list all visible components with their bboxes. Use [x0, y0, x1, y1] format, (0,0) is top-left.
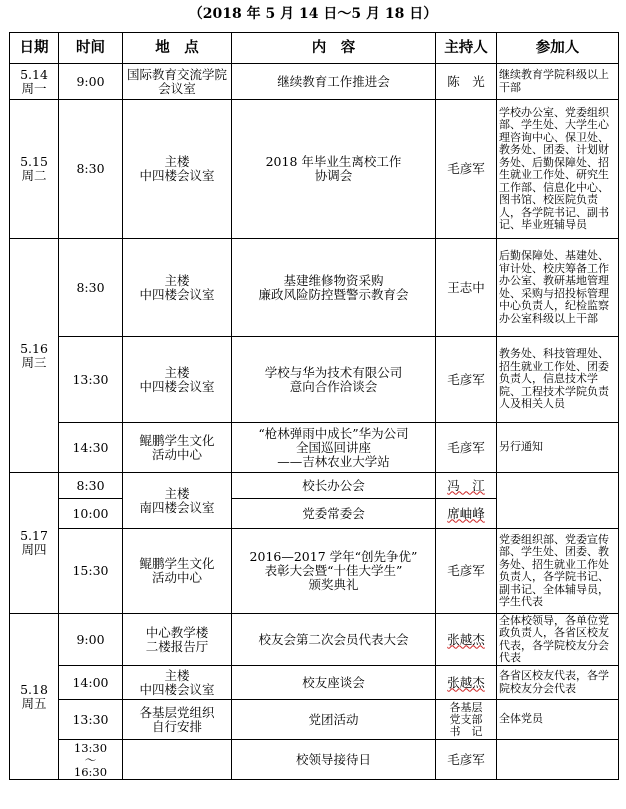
- place-cell: 国际教育交流学院 会议室: [123, 64, 232, 100]
- content-cell: 2016—2017 学年“创先争优” 表彰大会暨“十佳大学生” 颁奖典礼: [232, 529, 436, 614]
- attendees-cell: 全体党员: [497, 700, 619, 740]
- table-row: [10, 423, 619, 473]
- table-row: [10, 700, 619, 740]
- host-cell: 席岫峰: [436, 499, 497, 529]
- place-cell: 主楼 中四楼会议室: [123, 337, 232, 423]
- place-cell: 主楼 中四楼会议室: [123, 239, 232, 337]
- content-cell: 学校与华为技术有限公司 意向合作洽谈会: [232, 337, 436, 423]
- attendees-cell: 继续教育学院科级以上干部: [497, 64, 619, 100]
- attendees-cell: 全体校领导，各单位党政负责人，各省区校友代表，各学院校友分会代表: [497, 614, 619, 666]
- table-row: [10, 473, 619, 499]
- header-date: 日期: [10, 33, 59, 64]
- weekday-value: 周一: [21, 80, 47, 96]
- header-host: 主持人: [436, 33, 497, 64]
- content-cell: 继续教育工作推进会: [232, 64, 436, 100]
- attendees-cell: 党委组织部、党委宣传部、学生处、团委、教务处、招生就业工作处负责人，各学院书记、副书记、全体辅导员，学生代表: [497, 529, 619, 614]
- time-cell: 13:30: [59, 337, 123, 423]
- content-cell: 校友座谈会: [232, 666, 436, 700]
- date-value: 5.14: [20, 66, 48, 82]
- place-cell: [123, 740, 232, 780]
- time-cell: 15:30: [59, 529, 123, 614]
- host-cell: 陈 光: [436, 64, 497, 100]
- time-cell: 10:00: [59, 499, 123, 529]
- place-cell: 主楼 中四楼会议室: [123, 666, 232, 700]
- host-cell: 毛彦军: [436, 100, 497, 239]
- date-cell: [10, 64, 59, 100]
- host-cell: 张越杰: [436, 614, 497, 666]
- attendees-cell: 后勤保障处、基建处、审计处、校庆筹备工作办公室、教研基地管理处、采购与招投标管理中心负责人，纪检监察办公室科级以上干部: [497, 239, 619, 337]
- table-row: [10, 64, 619, 100]
- table-row: [10, 239, 619, 337]
- host-cell: 毛彦军: [436, 740, 497, 780]
- table-row: [10, 614, 619, 666]
- header-content: 内 容: [232, 33, 436, 64]
- content-cell: 2018 年毕业生离校工作 协调会: [232, 100, 436, 239]
- place-cell: 主楼 中四楼会议室: [123, 100, 232, 239]
- header-time: 时间: [59, 33, 123, 64]
- attendees-cell: 教务处、科技管理处、招生就业工作处、团委负责人，信息技术学院、工程技术学院负责人及相关人员: [497, 337, 619, 423]
- attendees-cell: 另行通知: [497, 423, 619, 473]
- place-cell: 主楼 南四楼会议室: [123, 473, 232, 529]
- attendees-cell: 各省区校友代表，各学院校友分会代表: [497, 666, 619, 700]
- time-cell: 8:30: [59, 100, 123, 239]
- weekly-schedule-table: [9, 32, 619, 780]
- date-cell: 5.18 周五: [10, 614, 59, 780]
- table-row: [10, 100, 619, 239]
- content-cell: 校友会第二次会员代表大会: [232, 614, 436, 666]
- schedule-title: （2018 年 5 月 14 日～5 月 18 日）: [188, 6, 438, 22]
- table-row: [10, 740, 619, 780]
- time-cell: 8:30: [59, 473, 123, 499]
- table-row: [10, 666, 619, 700]
- attendees-cell: [497, 473, 619, 529]
- content-cell: 党委常委会: [232, 499, 436, 529]
- header-place: 地 点: [123, 33, 232, 64]
- time-cell: 9:00: [59, 614, 123, 666]
- host-cell: 毛彦军: [436, 337, 497, 423]
- host-cell: 毛彦军: [436, 529, 497, 614]
- host-cell: 张越杰: [436, 666, 497, 700]
- date-cell: 5.15 周二: [10, 100, 59, 239]
- time-cell: 9:00: [59, 64, 123, 100]
- table-header-row: [10, 33, 619, 64]
- attendees-cell: [497, 740, 619, 780]
- time-cell: 8:30: [59, 239, 123, 337]
- table-row: [10, 529, 619, 614]
- host-cell: 各基层 党支部 书 记: [436, 700, 497, 740]
- content-cell: 校长办公会: [232, 473, 436, 499]
- host-cell: 毛彦军: [436, 423, 497, 473]
- content-cell: “枪林弹雨中成长”华为公司 全国巡回讲座 ——吉林农业大学站: [232, 423, 436, 473]
- content-cell: 校领导接待日: [232, 740, 436, 780]
- date-cell: 5.16 周三: [10, 239, 59, 473]
- place-cell: 各基层党组织 自行安排: [123, 700, 232, 740]
- time-cell: 14:00: [59, 666, 123, 700]
- time-cell: 13:30 ～ 16:30: [59, 740, 123, 780]
- attendees-cell: 学校办公室、党委组织部、学生处、大学生心理咨询中心、保卫处、教务处、团委、计划财务处、后勤保障处、招生就业工作处、研究生工作部、信息化中心、图书馆、校医院负责人，各学院书记、副书记、毕业班辅导员: [497, 100, 619, 239]
- table-row: [10, 337, 619, 423]
- host-cell: 王志中: [436, 239, 497, 337]
- date-cell: 5.17 周四: [10, 473, 59, 614]
- header-attendees: 参加人: [497, 33, 619, 64]
- time-cell: 13:30: [59, 700, 123, 740]
- time-cell: 14:30: [59, 423, 123, 473]
- content-cell: 基建维修物资采购 廉政风险防控暨警示教育会: [232, 239, 436, 337]
- host-cell: 冯 江: [436, 473, 497, 499]
- place-cell: 鲲鹏学生文化 活动中心: [123, 423, 232, 473]
- content-cell: 党团活动: [232, 700, 436, 740]
- place-cell: 中心教学楼 二楼报告厅: [123, 614, 232, 666]
- place-cell: 鲲鹏学生文化 活动中心: [123, 529, 232, 614]
